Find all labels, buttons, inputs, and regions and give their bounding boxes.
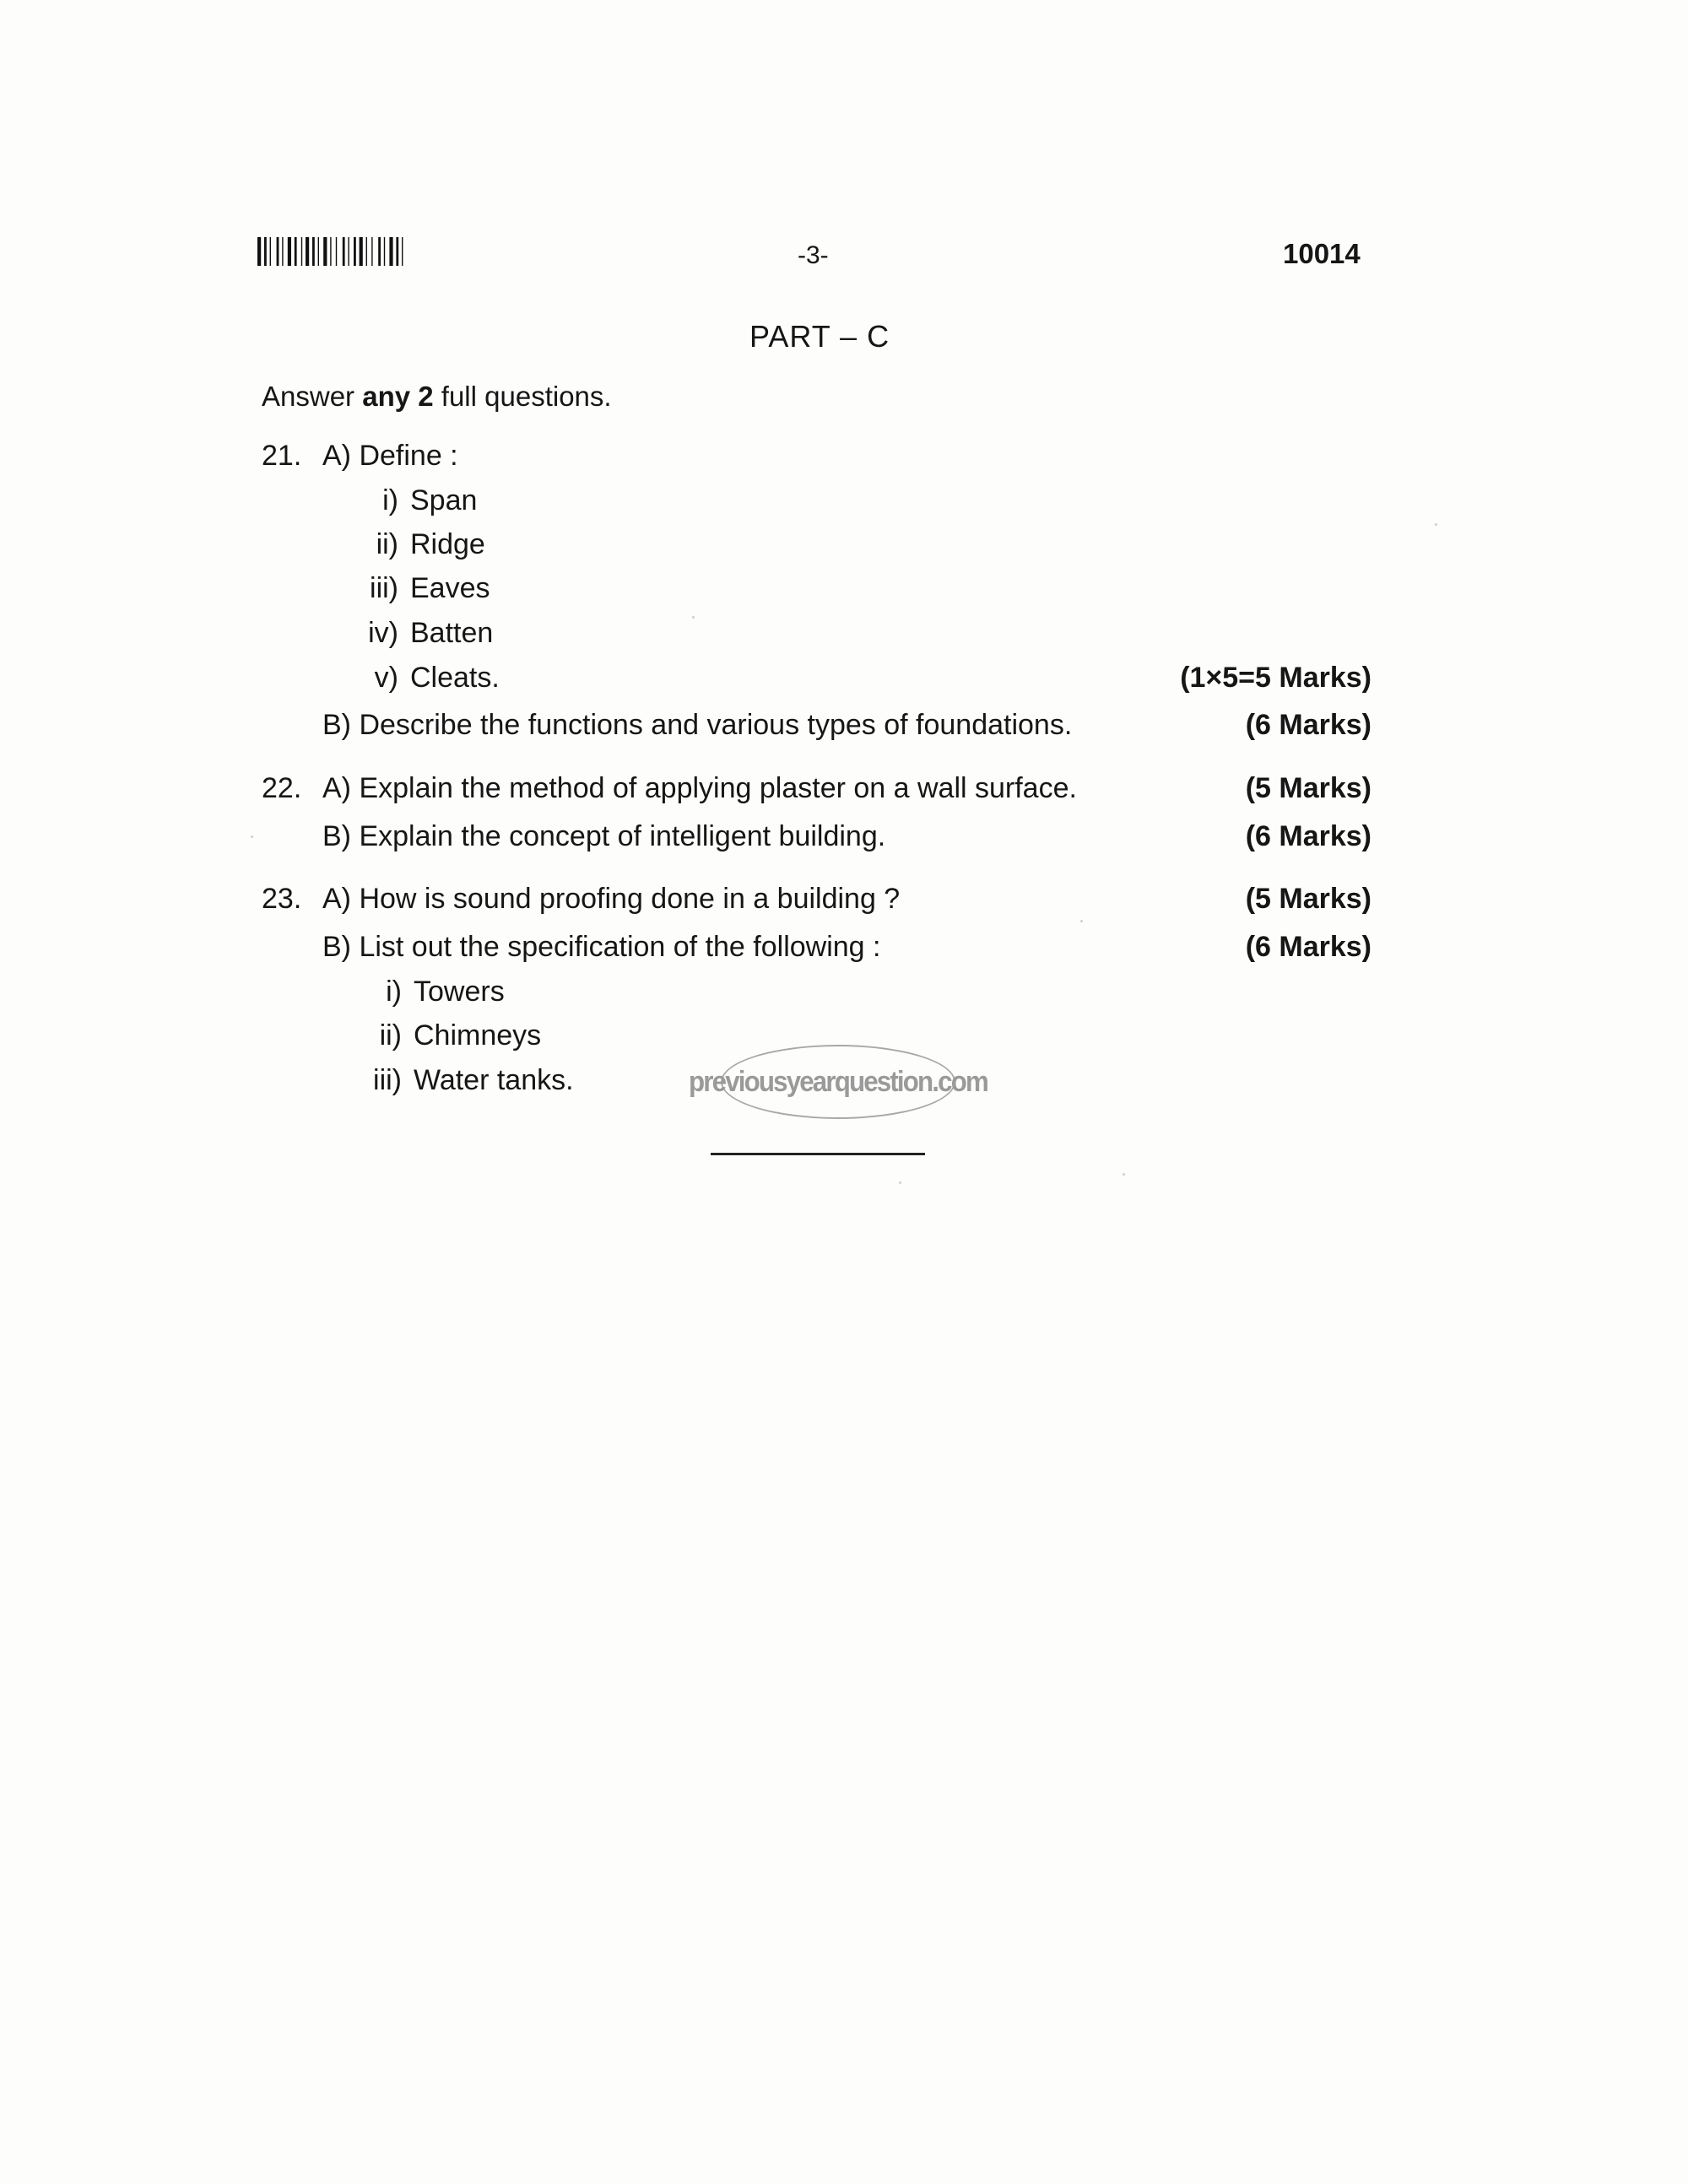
barcode-bar [270,237,271,266]
instruction-bold: any 2 [362,381,434,412]
watermark: previousyearquestion.com [721,1045,955,1119]
roman-numeral: v) [374,662,398,694]
barcode-bar [336,237,337,266]
barcode-bar [389,237,392,266]
roman-numeral: i) [386,976,402,1008]
q21-b-text: B) Describe the functions and various types of foundations. [322,709,1073,741]
barcode-bar [343,237,345,266]
q23-part-a [262,883,900,916]
instruction-prefix: Answer [262,381,355,412]
item-text: Span [410,484,478,516]
q22-a-marks: (5 Marks) [1245,772,1372,804]
q22-b-marks: (6 Marks) [1245,820,1372,852]
q21-item [349,662,500,695]
q23-number: 23. [262,883,302,915]
barcode-bar [378,237,381,266]
item-text: Ridge [410,528,485,560]
barcode-bar [264,237,267,266]
q23-item [353,1019,541,1052]
scan-speck [692,616,695,619]
instruction-suffix: full questions. [441,381,612,412]
q22-a-text: A) Explain the method of applying plaster on a wall surface. [322,772,1077,804]
roman-numeral: i) [382,484,398,516]
scan-speck [251,835,253,838]
barcode [257,237,436,266]
item-text: Towers [414,976,505,1008]
item-text: Water tanks. [414,1064,574,1096]
item-text: Eaves [410,572,490,604]
barcode-bar [354,237,356,266]
item-text: Batten [410,617,494,649]
barcode-bar [371,237,372,266]
barcode-bar [301,237,302,266]
q21-part-a [262,440,458,473]
q21-a-marks: (1×5=5 Marks) [1180,662,1372,694]
q22-part-a [262,772,1077,805]
barcode-bar [402,237,403,266]
roman-numeral: iii) [373,1064,402,1096]
barcode-bar [312,237,315,266]
q23-a-marks: (5 Marks) [1245,883,1372,915]
q21-b-marks: (6 Marks) [1245,709,1372,741]
barcode-bar [257,237,261,266]
item-text: Chimneys [414,1019,542,1051]
q22-b-text: B) Explain the concept of intelligent building. [322,820,886,852]
barcode-bar [288,237,291,266]
roman-numeral: ii) [379,1019,402,1051]
q21-item [349,572,490,605]
barcode-bar [348,237,349,266]
roman-numeral: iii) [370,572,398,604]
roman-numeral: ii) [376,528,398,560]
barcode-bar [323,237,327,266]
q23-b-marks: (6 Marks) [1245,931,1372,963]
q21-number: 21. [262,440,302,472]
q23-item [353,1064,574,1097]
q23-item [353,976,505,1008]
roman-numeral: iv) [368,617,398,649]
item-text: Cleats. [410,662,500,694]
scan-speck [1080,920,1083,922]
barcode-bar [295,237,297,266]
barcode-bar [282,237,283,266]
paper-code: 10014 [1283,238,1361,269]
barcode-graphic [257,237,436,266]
scan-speck [1435,523,1437,526]
barcode-bar [366,237,367,266]
q23-b-text: B) List out the specification of the following : [322,931,881,963]
q22-number: 22. [262,772,302,804]
page-number: -3- [798,241,829,269]
instruction [262,381,612,413]
part-title: PART – C [749,319,890,354]
q21-item [349,484,477,517]
barcode-bar [318,237,319,266]
scan-speck [1123,1173,1125,1176]
q21-item [349,617,493,650]
q21-a-text: A) Define : [322,440,458,472]
scan-speck [899,1181,901,1184]
barcode-bar [396,237,398,266]
barcode-bar [277,237,279,266]
q21-item [349,528,485,561]
q23-a-text: A) How is sound proofing done in a building ? [322,883,901,915]
end-rule [711,1153,925,1155]
barcode-bar [306,237,309,266]
barcode-bar [384,237,385,266]
barcode-bar [360,237,363,266]
barcode-bar [330,237,331,266]
